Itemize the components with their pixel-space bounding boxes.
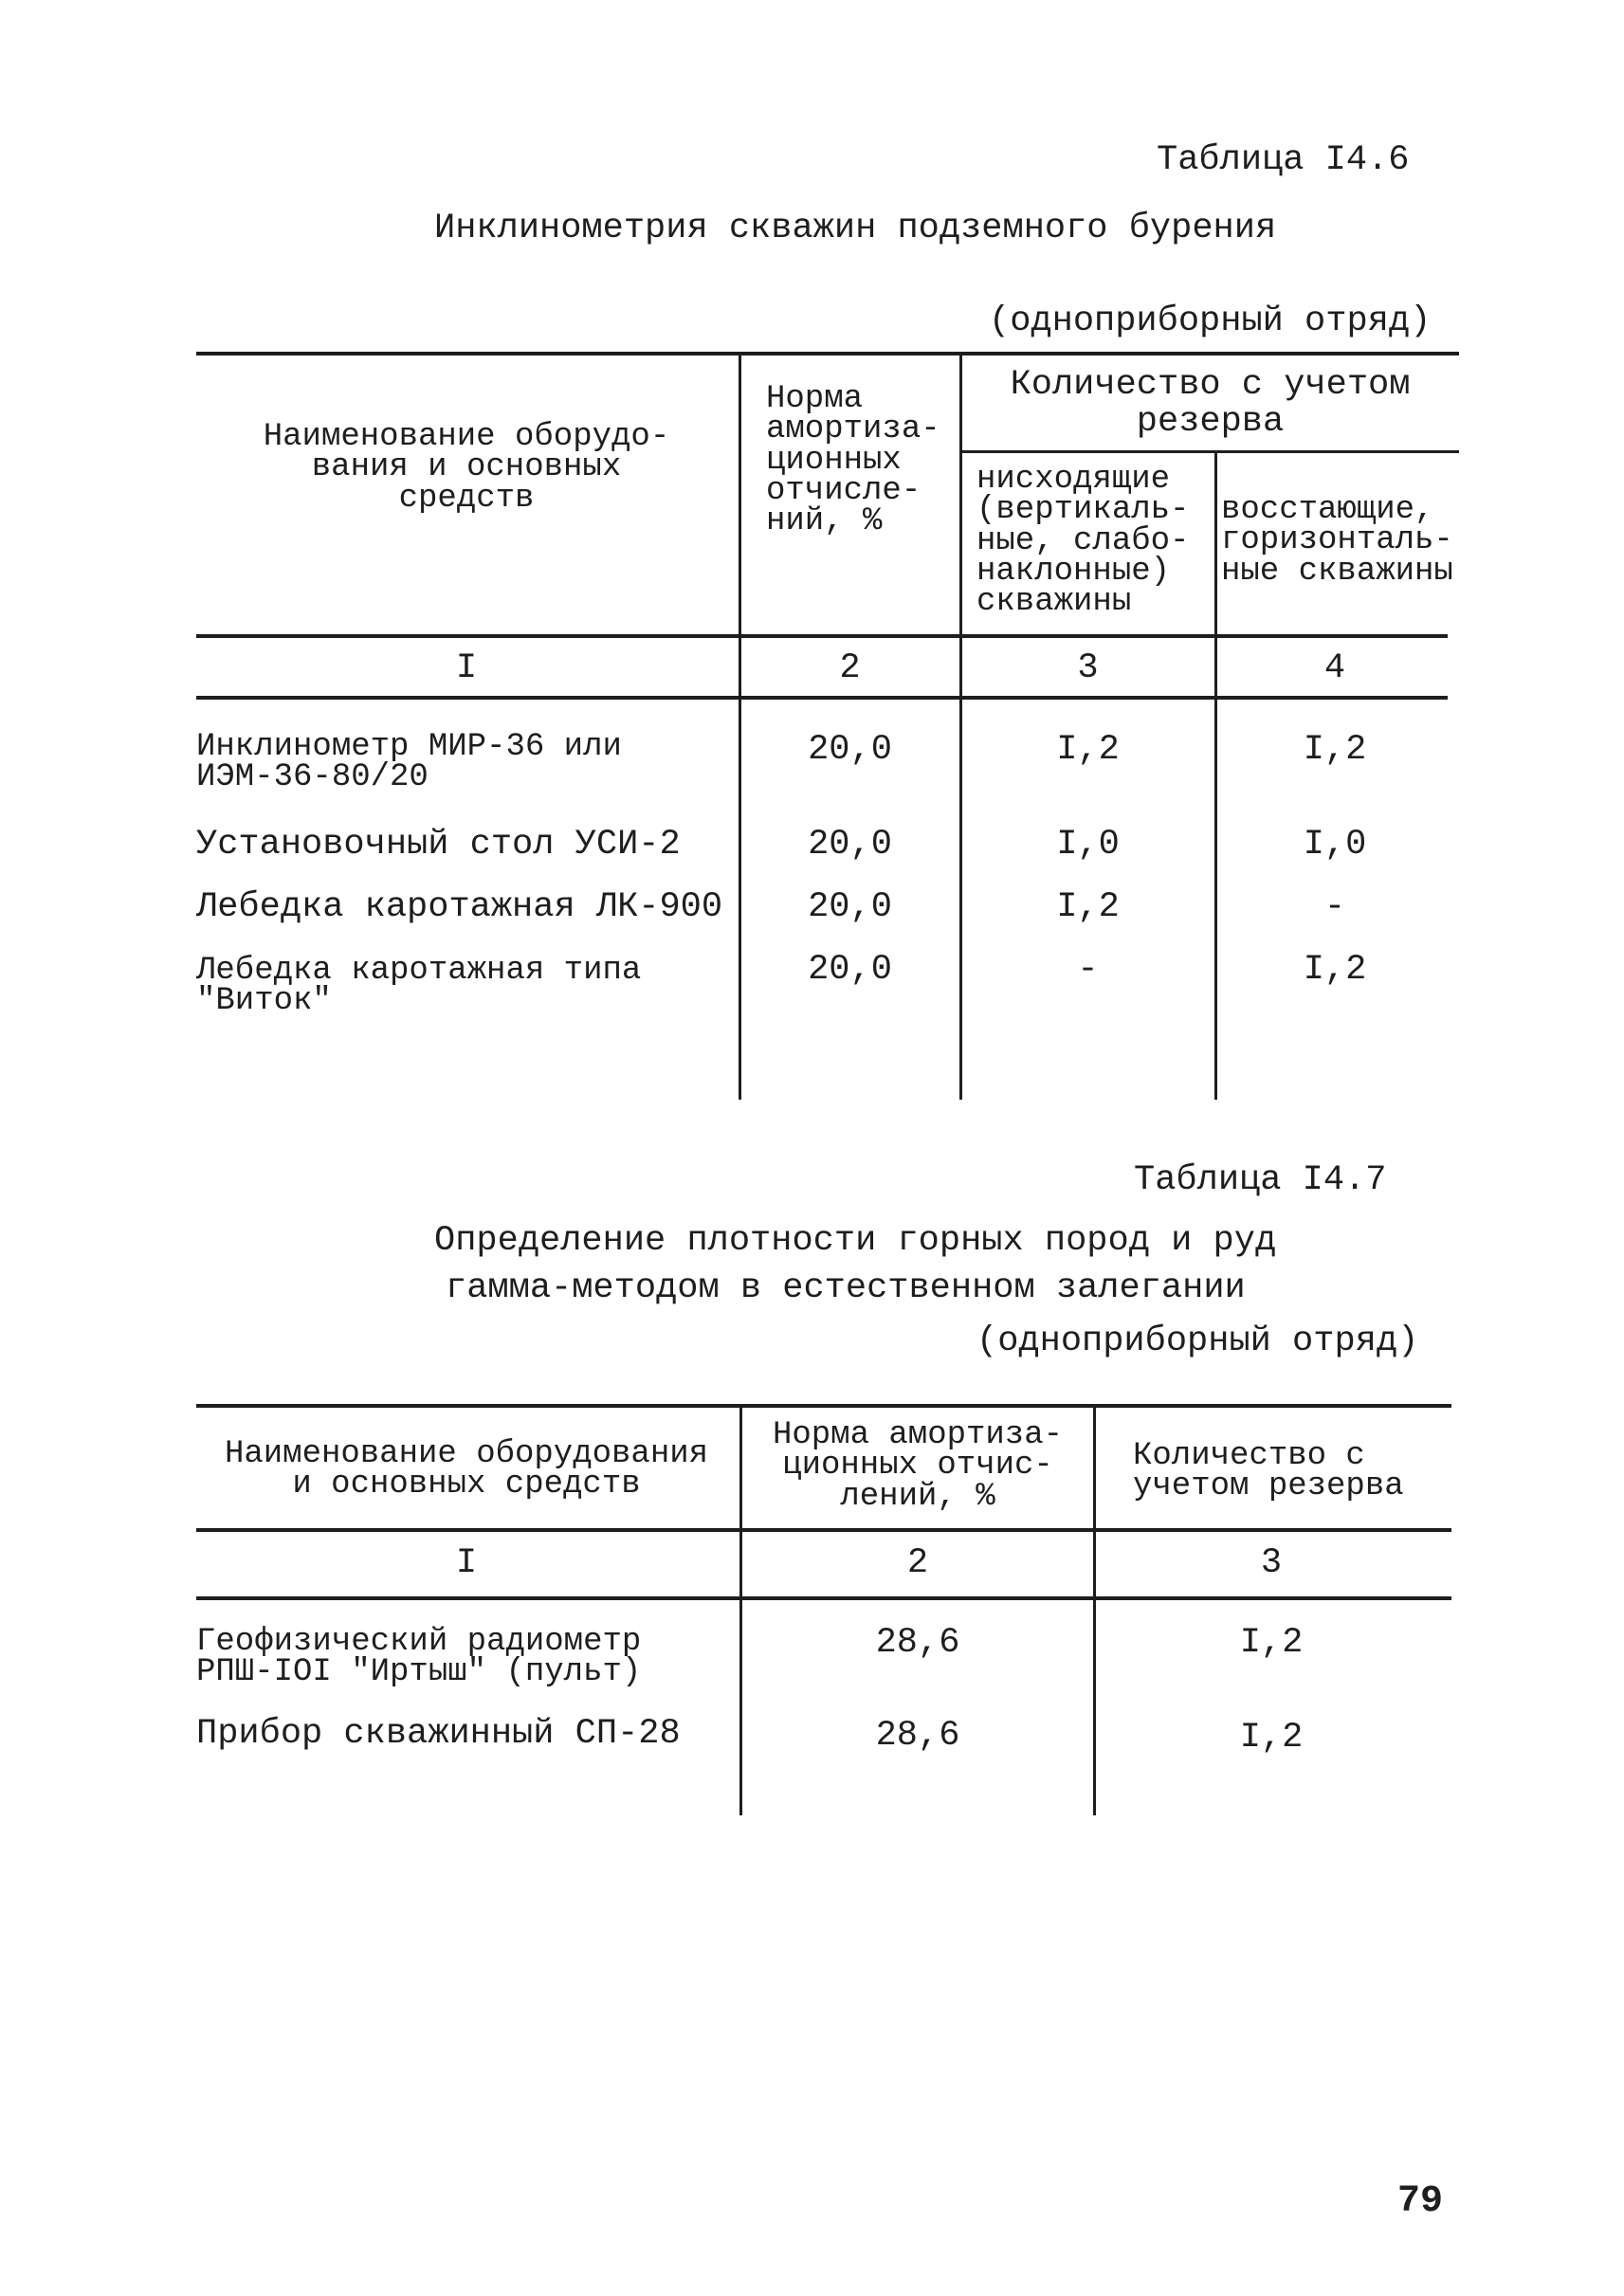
table1-number-rule — [196, 696, 1448, 700]
table1-row-name: Лебедка каротажная ЛК-900 — [196, 887, 723, 927]
page-number: 79 — [1397, 2180, 1444, 2223]
table1-row-descending: I,0 — [1056, 825, 1120, 865]
table1-row-name: Инклинометр МИР-36 или ИЭМ-36-80/20 — [196, 729, 622, 796]
table2-row-norm: 28,6 — [875, 1716, 960, 1756]
table2-title-line-2: гамма-методом в естественном залегании — [446, 1268, 1246, 1308]
table1-header-quantity: Количество с учетом резерва — [1010, 365, 1411, 442]
table1-header-norm: Норма амортиза- ционных отчисле- ний, % — [766, 381, 940, 540]
table1-row-descending: I,2 — [1056, 730, 1120, 770]
table1-header-rule — [196, 634, 1448, 638]
table2-row-name: Геофизический радиометр РПШ-IOI "Иртыш" (пульт) — [196, 1624, 642, 1691]
table1-header-descending: нисходящие (вертикаль- ные, слабо- наклонные) скважины — [976, 462, 1190, 621]
table1-row-norm: 20,0 — [808, 825, 892, 865]
table2-title-line-1: Определение плотности горных пород и руд — [434, 1221, 1277, 1261]
table1-title: Инклинометрия скважин подземного бурения — [434, 209, 1277, 248]
table1-label: Таблица I4.6 — [1157, 140, 1410, 180]
table1-col-number-3: 3 — [1077, 648, 1099, 688]
table2-header-quantity: Количество с учетом резерва — [1133, 1438, 1404, 1505]
table1-col-number-1: I — [455, 648, 478, 688]
table2-col-number-3: 3 — [1260, 1543, 1283, 1583]
table1-row-ascending: I,2 — [1303, 730, 1367, 770]
table2-col-number-2: 2 — [906, 1543, 929, 1583]
table2-label: Таблица I4.7 — [1134, 1160, 1387, 1200]
table2-row-quantity: I,2 — [1239, 1718, 1304, 1758]
table2-subtitle: (однoприборный отряд) — [976, 1321, 1419, 1361]
table2-col-number-1: I — [455, 1543, 478, 1583]
table1-row-name: Лебедка каротажная типа "Виток" — [196, 953, 642, 1020]
table1-row-descending: I,2 — [1056, 887, 1120, 927]
table2-row-quantity: I,2 — [1239, 1623, 1304, 1663]
table1-col-number-2: 2 — [839, 648, 861, 688]
table2-row-name: Прибор скважинный СП-28 — [196, 1714, 681, 1754]
table1-row-descending: - — [1077, 950, 1099, 990]
table2-header-rule — [196, 1528, 1451, 1532]
table1-row-norm: 20,0 — [808, 950, 892, 990]
table2-number-rule — [196, 1596, 1451, 1600]
table1-header-ascending: восстающие, горизонталь- ные скважины — [1221, 492, 1453, 590]
table1-header-name: Наименование оборудо- вания и основных средств — [263, 419, 670, 517]
table2-header-norm: Норма амортиза- ционных отчис- лений, % — [772, 1417, 1064, 1515]
table1-subheader-rule — [959, 450, 1459, 453]
table2-top-rule — [196, 1404, 1451, 1408]
table1-subtitle: (однoприборный отряд) — [989, 301, 1432, 341]
table2-header-name: Наименование оборудования и основных средств — [224, 1436, 709, 1503]
table1-row-norm: 20,0 — [808, 887, 892, 927]
table1-col-number-4: 4 — [1323, 648, 1346, 688]
table1-row-name: Установочный стол УСИ-2 — [196, 825, 681, 865]
table1-top-rule — [196, 352, 1459, 355]
table1-col-divider-3 — [1214, 452, 1217, 1100]
table1-row-ascending: - — [1323, 887, 1346, 927]
table1-row-ascending: I,2 — [1303, 950, 1367, 990]
table1-row-ascending: I,0 — [1303, 825, 1367, 865]
table1-row-norm: 20,0 — [808, 730, 892, 770]
table2-row-norm: 28,6 — [875, 1623, 960, 1663]
